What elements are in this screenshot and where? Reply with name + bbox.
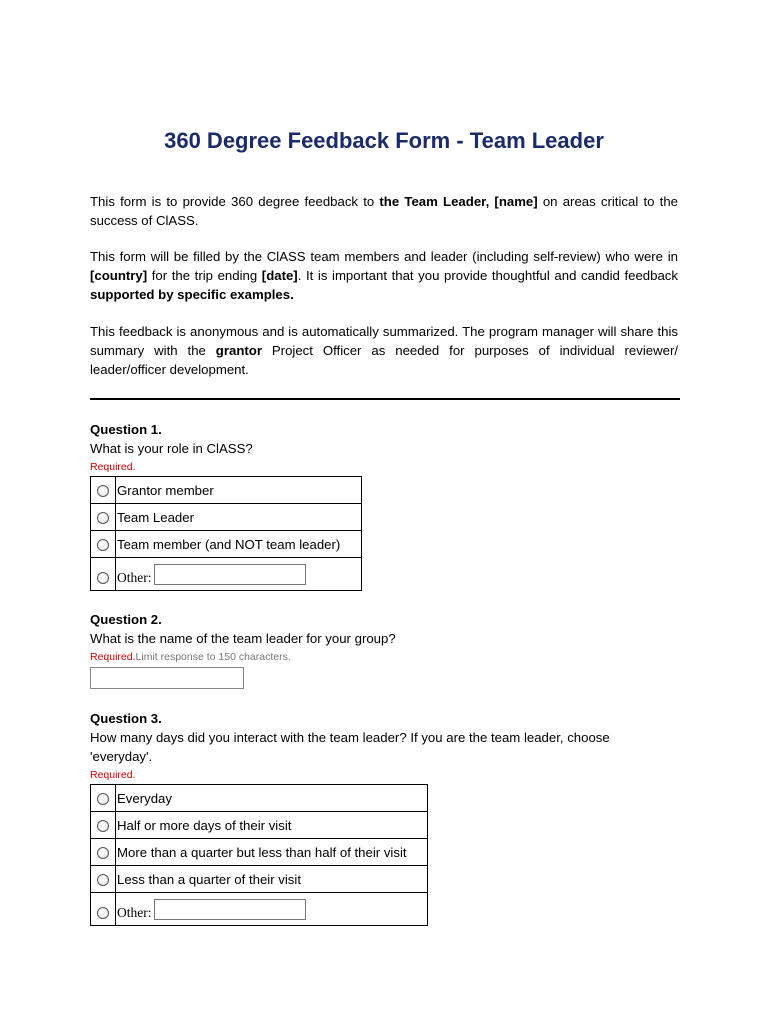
radio-button[interactable]	[97, 485, 109, 497]
required-label: Required.	[90, 461, 136, 473]
intro-paragraph-3: This feedback is anonymous and is automatically summarized. The program manager will share this summary with the grantor Project Officer as needed for purposes of individual reviewer/ leader/officer development.	[90, 324, 679, 377]
question-2	[90, 611, 396, 689]
option-row[interactable]	[91, 477, 362, 504]
option-row[interactable]	[91, 785, 428, 812]
other-label: Other:	[117, 570, 152, 585]
question-text: How many days did you interact with the team leader? If you are the team leader, choose 'everyday'.	[90, 730, 610, 764]
required-label: Required.Limit response to 150 characters.	[90, 651, 291, 663]
radio-button[interactable]	[97, 512, 109, 524]
options-table	[90, 476, 362, 591]
other-text-input[interactable]	[154, 564, 306, 585]
question-number: Question 1.	[90, 422, 162, 437]
option-row[interactable]	[91, 531, 362, 558]
option-label: Less than a quarter of their visit	[116, 866, 428, 893]
option-label: Half or more days of their visit	[116, 812, 428, 839]
radio-button[interactable]	[97, 874, 109, 886]
option-label: Team member (and NOT team leader)	[116, 531, 362, 558]
question-text: What is the name of the team leader for your group?	[90, 631, 396, 646]
radio-button[interactable]	[97, 539, 109, 551]
required-label: Required.	[90, 769, 136, 781]
radio-button[interactable]	[97, 820, 109, 832]
option-row[interactable]	[91, 866, 428, 893]
option-row-other[interactable]	[91, 893, 428, 926]
options-table	[90, 784, 428, 926]
option-label: More than a quarter but less than half of their visit	[116, 839, 428, 866]
question-3	[90, 710, 650, 926]
radio-button[interactable]	[97, 793, 109, 805]
intro-paragraph-2: This form will be filled by the ClASS team members and leader (including self-review) who were in [country] for the trip ending [date]. It is important that you provide thoughtful and candid feedback supported by specific examples.	[90, 249, 678, 302]
option-row[interactable]	[91, 504, 362, 531]
radio-button[interactable]	[97, 847, 109, 859]
page-title: 360 Degree Feedback Form - Team Leader	[164, 128, 604, 153]
option-label: Team Leader	[116, 504, 362, 531]
radio-button[interactable]	[97, 572, 109, 584]
intro-paragraph-1: This form is to provide 360 degree feedback to the Team Leader, [name] on areas critical to the success of ClASS.	[90, 194, 678, 228]
question-1	[90, 421, 362, 591]
radio-button[interactable]	[97, 907, 109, 919]
other-text-input[interactable]	[154, 899, 306, 920]
team-leader-name-input[interactable]	[90, 667, 244, 689]
option-label: Everyday	[116, 785, 428, 812]
option-label: Grantor member	[116, 477, 362, 504]
question-text: What is your role in ClASS?	[90, 441, 253, 456]
option-row[interactable]	[91, 839, 428, 866]
option-row-other[interactable]	[91, 558, 362, 591]
limit-note: Limit response to 150 characters.	[135, 651, 291, 663]
option-row[interactable]	[91, 812, 428, 839]
question-number: Question 3.	[90, 711, 162, 726]
other-label: Other:	[117, 905, 152, 920]
section-divider	[90, 398, 680, 400]
question-number: Question 2.	[90, 612, 162, 627]
